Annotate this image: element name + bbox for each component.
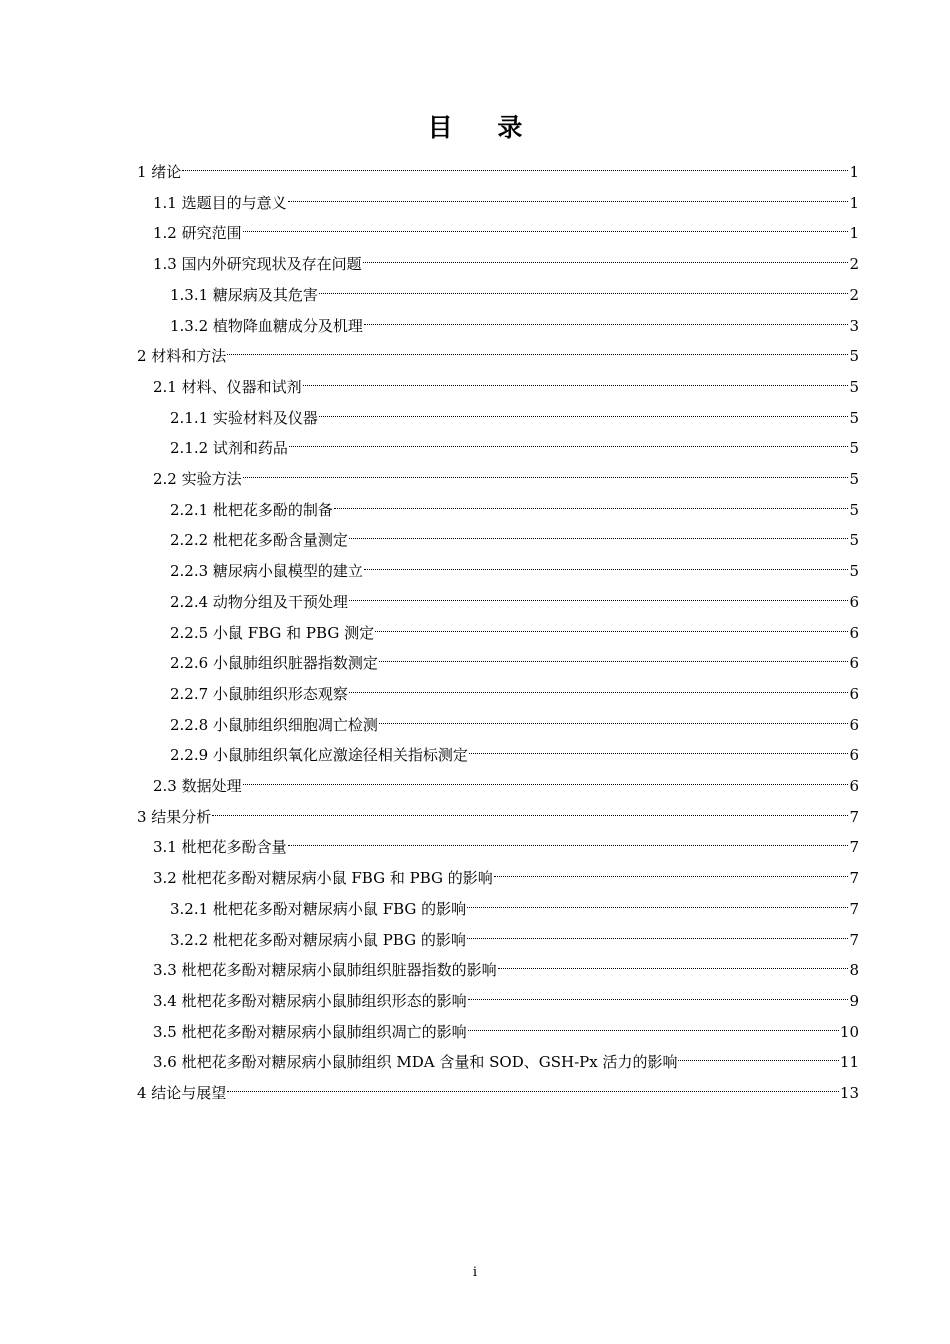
toc-entry-page-number: 5 bbox=[849, 470, 859, 488]
toc-entry-label: 4 结论与展望 bbox=[137, 1084, 227, 1102]
toc-dot-leader bbox=[468, 982, 849, 1006]
toc-entry[interactable] bbox=[153, 767, 859, 795]
toc-entry-page-number: 9 bbox=[849, 991, 859, 1010]
toc-entry[interactable] bbox=[137, 1074, 859, 1102]
toc-entry[interactable] bbox=[170, 399, 859, 427]
toc-entry-label: 3.5 枇杷花多酚对糖尿病小鼠肺组织凋亡的影响 bbox=[153, 1022, 467, 1041]
toc-dot-leader bbox=[227, 1074, 839, 1098]
toc-entry-label: 2.2.5 小鼠 FBG 和 PBG 测定 bbox=[170, 623, 375, 642]
toc-entry[interactable] bbox=[153, 1043, 859, 1072]
toc-entry[interactable] bbox=[137, 798, 859, 826]
toc-dot-leader bbox=[349, 675, 849, 699]
toc-dot-leader bbox=[243, 767, 849, 791]
toc-entry-label: 2.2.3 糖尿病小鼠模型的建立 bbox=[170, 562, 363, 581]
toc-entry[interactable] bbox=[170, 614, 859, 642]
toc-dot-leader bbox=[467, 921, 849, 945]
toc-entry[interactable] bbox=[170, 890, 859, 918]
toc-entry[interactable] bbox=[153, 1013, 859, 1041]
toc-dot-leader bbox=[288, 828, 849, 852]
toc-entry[interactable] bbox=[170, 276, 859, 304]
toc-entry-label: 1.1 选题目的与意义 bbox=[153, 193, 287, 212]
toc-dot-leader bbox=[364, 307, 849, 331]
toc-entry[interactable] bbox=[137, 337, 859, 366]
toc-entry-label: 2.2.8 小鼠肺组织细胞凋亡检测 bbox=[170, 715, 378, 734]
toc-entry[interactable] bbox=[170, 921, 859, 949]
toc-entry-label: 2.1 材料、仪器和试剂 bbox=[153, 377, 302, 396]
toc-entry-label: 2.3 数据处理 bbox=[153, 777, 242, 795]
toc-entry[interactable] bbox=[170, 736, 859, 765]
toc-dot-leader bbox=[375, 614, 848, 638]
toc-entry-page-number: 6 bbox=[849, 684, 859, 703]
toc-dot-leader bbox=[289, 429, 849, 453]
toc-entry[interactable] bbox=[153, 859, 859, 888]
toc-entry-page-number: 1 bbox=[849, 224, 859, 243]
toc-entry[interactable] bbox=[170, 491, 859, 519]
toc-entry-label: 3.6 枇杷花多酚对糖尿病小鼠肺组织 MDA 含量和 SOD、GSH-Px 活力的影响 bbox=[153, 1053, 678, 1072]
toc-entry-page-number: 6 bbox=[849, 746, 859, 765]
toc-entry-page-number: 7 bbox=[849, 869, 859, 888]
toc-entry[interactable] bbox=[153, 214, 859, 243]
toc-entry-page-number: 13 bbox=[839, 1084, 859, 1102]
toc-entry-page-number: 5 bbox=[849, 439, 859, 458]
toc-entry[interactable] bbox=[153, 245, 859, 274]
toc-dot-leader bbox=[469, 736, 849, 760]
toc-entry-label: 1 绪论 bbox=[137, 163, 182, 181]
toc-entry-label: 3.3 枇杷花多酚对糖尿病小鼠肺组织脏器指数的影响 bbox=[153, 961, 497, 980]
toc-entry[interactable] bbox=[170, 583, 859, 611]
toc-entry-page-number: 3 bbox=[849, 316, 859, 335]
toc-entry-label: 2.2 实验方法 bbox=[153, 470, 242, 488]
toc-entry-page-number: 5 bbox=[849, 347, 859, 366]
toc-entry-label: 2.1.1 实验材料及仪器 bbox=[170, 408, 318, 427]
toc-entry-label: 3.1 枇杷花多酚含量 bbox=[153, 838, 287, 857]
toc-entry-label: 2 材料和方法 bbox=[137, 347, 227, 366]
toc-entry-page-number: 6 bbox=[849, 592, 859, 611]
toc-entry-label: 3.2.1 枇杷花多酚对糖尿病小鼠 FBG 的影响 bbox=[170, 899, 467, 918]
toc-dot-leader bbox=[303, 368, 849, 392]
toc-entry-label: 3.4 枇杷花多酚对糖尿病小鼠肺组织形态的影响 bbox=[153, 991, 467, 1010]
toc-dot-leader bbox=[494, 859, 849, 883]
toc-entry[interactable] bbox=[170, 706, 859, 734]
toc-entry[interactable] bbox=[137, 153, 859, 181]
toc-entry-page-number: 5 bbox=[849, 408, 859, 427]
toc-dot-leader bbox=[227, 337, 848, 361]
toc-dot-leader bbox=[678, 1043, 838, 1067]
toc-entry-label: 3.2 枇杷花多酚对糖尿病小鼠 FBG 和 PBG 的影响 bbox=[153, 869, 493, 888]
toc-dot-leader bbox=[334, 491, 849, 515]
toc-dot-leader bbox=[319, 276, 849, 300]
toc-entry-label: 1.3.2 植物降血糖成分及机理 bbox=[170, 316, 363, 335]
toc-entry[interactable] bbox=[170, 644, 859, 673]
toc-entry[interactable] bbox=[170, 552, 859, 581]
toc-entry-page-number: 8 bbox=[849, 961, 859, 980]
toc-entry-page-number: 5 bbox=[849, 531, 859, 550]
toc-dot-leader bbox=[288, 184, 849, 208]
toc-entry-label: 1.2 研究范围 bbox=[153, 224, 242, 243]
toc-entry-label: 1.3.1 糖尿病及其危害 bbox=[170, 285, 318, 304]
toc-entry-label: 2.2.1 枇杷花多酚的制备 bbox=[170, 500, 333, 519]
toc-entry[interactable] bbox=[170, 429, 859, 458]
toc-entry-page-number: 7 bbox=[849, 899, 859, 918]
toc-dot-leader bbox=[182, 153, 848, 177]
toc-entry-label: 3.2.2 枇杷花多酚对糖尿病小鼠 PBG 的影响 bbox=[170, 930, 466, 949]
toc-dot-leader bbox=[349, 521, 849, 545]
toc-entry-page-number: 10 bbox=[839, 1022, 859, 1041]
toc-dot-leader bbox=[243, 214, 849, 238]
page-footer-number: i bbox=[472, 1265, 478, 1280]
toc-entry-page-number: 5 bbox=[849, 562, 859, 581]
toc-dot-leader bbox=[212, 798, 848, 822]
toc-entry-page-number: 7 bbox=[849, 930, 859, 949]
toc-entry-page-number: 6 bbox=[849, 623, 859, 642]
toc-entry-page-number: 6 bbox=[849, 715, 859, 734]
toc-dot-leader bbox=[467, 890, 848, 914]
toc-dot-leader bbox=[379, 706, 849, 730]
toc-entry-page-number: 7 bbox=[849, 838, 859, 857]
toc-entry[interactable] bbox=[170, 521, 859, 550]
toc-entry-page-number: 1 bbox=[849, 163, 859, 181]
toc-entry-label: 2.2.6 小鼠肺组织脏器指数测定 bbox=[170, 654, 378, 673]
toc-dot-leader bbox=[468, 1013, 839, 1037]
toc-entry-label: 2.2.7 小鼠肺组织形态观察 bbox=[170, 684, 348, 703]
toc-dot-leader bbox=[379, 644, 849, 668]
toc-entry-label: 2.2.4 动物分组及干预处理 bbox=[170, 592, 348, 611]
toc-entry-page-number: 11 bbox=[839, 1053, 859, 1072]
toc-entry-label: 2.2.2 枇杷花多酚含量测定 bbox=[170, 531, 348, 550]
toc-dot-leader bbox=[498, 951, 849, 975]
toc-entry[interactable] bbox=[153, 828, 859, 857]
toc-dot-leader bbox=[349, 583, 849, 607]
toc-entry-page-number: 5 bbox=[849, 500, 859, 519]
toc-entry[interactable] bbox=[153, 368, 859, 396]
toc-dot-leader bbox=[319, 399, 849, 423]
toc-dot-leader bbox=[364, 552, 849, 576]
toc-entry-label: 1.3 国内外研究现状及存在问题 bbox=[153, 255, 362, 274]
toc-entry-page-number: 7 bbox=[849, 807, 859, 826]
toc-entry-label: 2.2.9 小鼠肺组织氧化应激途径相关指标测定 bbox=[170, 746, 468, 765]
toc-entry[interactable] bbox=[170, 307, 859, 335]
toc-entry-page-number: 6 bbox=[849, 777, 859, 795]
toc-entry-page-number: 6 bbox=[849, 654, 859, 673]
toc-entry-page-number: 1 bbox=[849, 193, 859, 212]
toc-entry[interactable] bbox=[153, 460, 859, 488]
toc-entry-page-number: 2 bbox=[849, 255, 859, 274]
toc-entry-label: 2.1.2 试剂和药品 bbox=[170, 439, 288, 458]
toc-entry-page-number: 2 bbox=[849, 285, 859, 304]
toc-title: 目 录 bbox=[427, 113, 541, 142]
toc-dot-leader bbox=[363, 245, 849, 269]
toc-entry-label: 3 结果分析 bbox=[137, 807, 212, 826]
toc-entry[interactable] bbox=[153, 184, 859, 212]
toc-entry[interactable] bbox=[170, 675, 859, 703]
toc-dot-leader bbox=[243, 460, 849, 484]
toc-entry[interactable] bbox=[153, 951, 859, 980]
toc-entry[interactable] bbox=[153, 982, 859, 1010]
toc-entry-page-number: 5 bbox=[849, 377, 859, 396]
